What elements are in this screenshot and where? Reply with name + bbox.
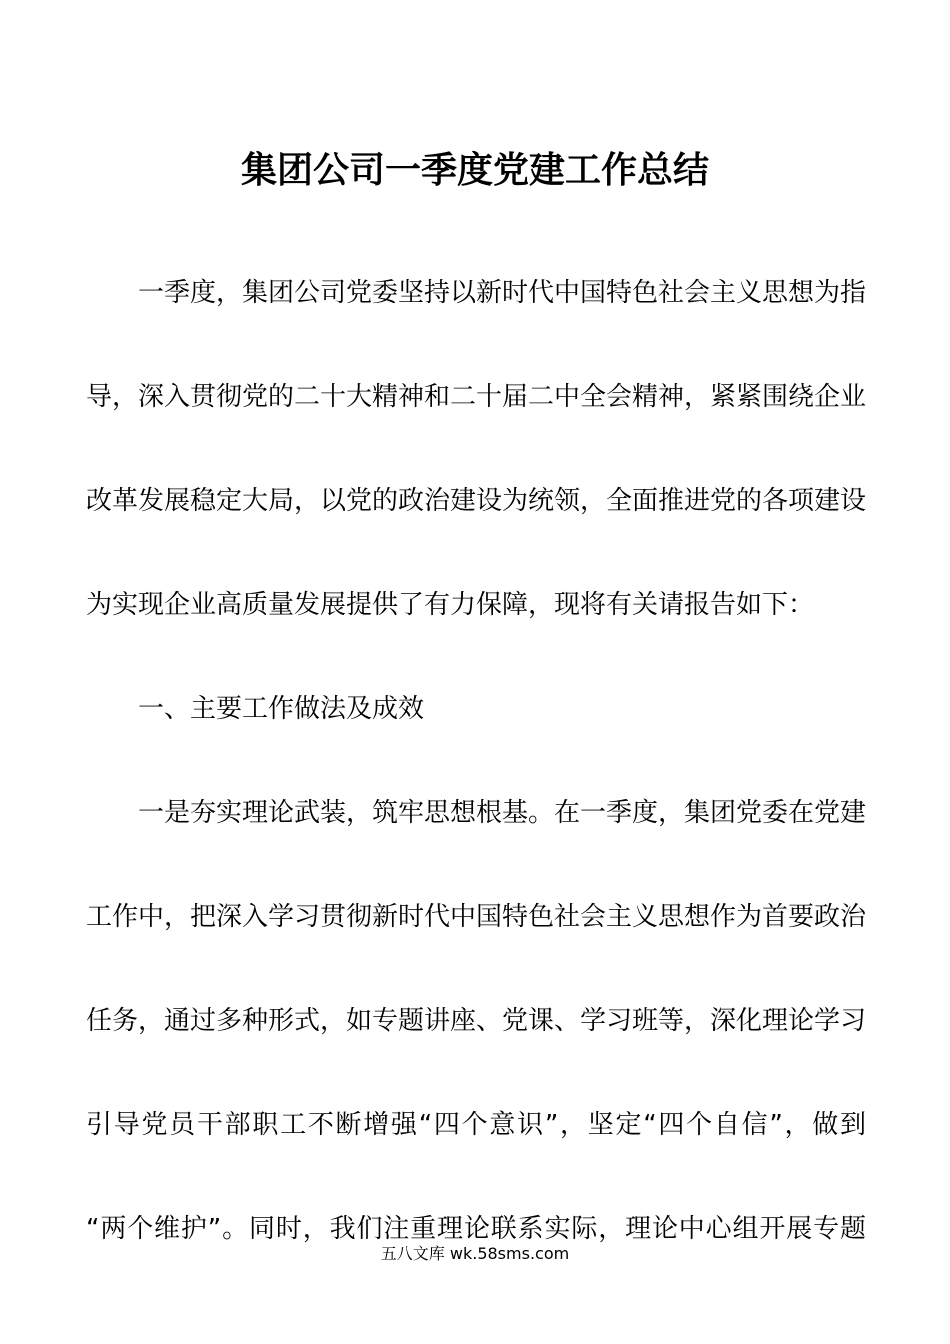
paragraph-line: “两个维护”。同时，我们注重理论联系实际，理论中心组开展专题 [86,1214,866,1244]
paragraph-line: 为实现企业高质量发展提供了有力保障，现将有关请报告如下： [86,590,815,620]
document-body [86,266,866,1306]
paragraph-line: 任务，通过多种形式，如专题讲座、党课、学习班等，深化理论学习 [86,1006,867,1036]
paragraph-line: 导，深入贯彻党的二十大精神和二十届二中全会精神，紧紧围绕企业 [86,382,867,412]
footer-watermark: 五八文库 wk.58sms.com [380,1244,570,1263]
paragraph-line: 一季度，集团公司党委坚持以新时代中国特色社会主义思想为指 [138,278,867,308]
document-title: 集团公司一季度党建工作总结 [240,150,709,191]
paragraph-line: 改革发展稳定大局，以党的政治建设为统领，全面推进党的各项建设 [86,486,867,516]
paragraph-line: 引导党员干部职工不断增强“四个意识”，坚定“四个自信”，做到 [86,1110,866,1140]
paragraph-line: 工作中，把深入学习贯彻新时代中国特色社会主义思想作为首要政治 [86,902,867,932]
paragraph-line: 一是夯实理论武装，筑牢思想根基。在一季度，集团党委在党建 [138,798,867,828]
section-heading: 一、主要工作做法及成效 [138,694,425,724]
